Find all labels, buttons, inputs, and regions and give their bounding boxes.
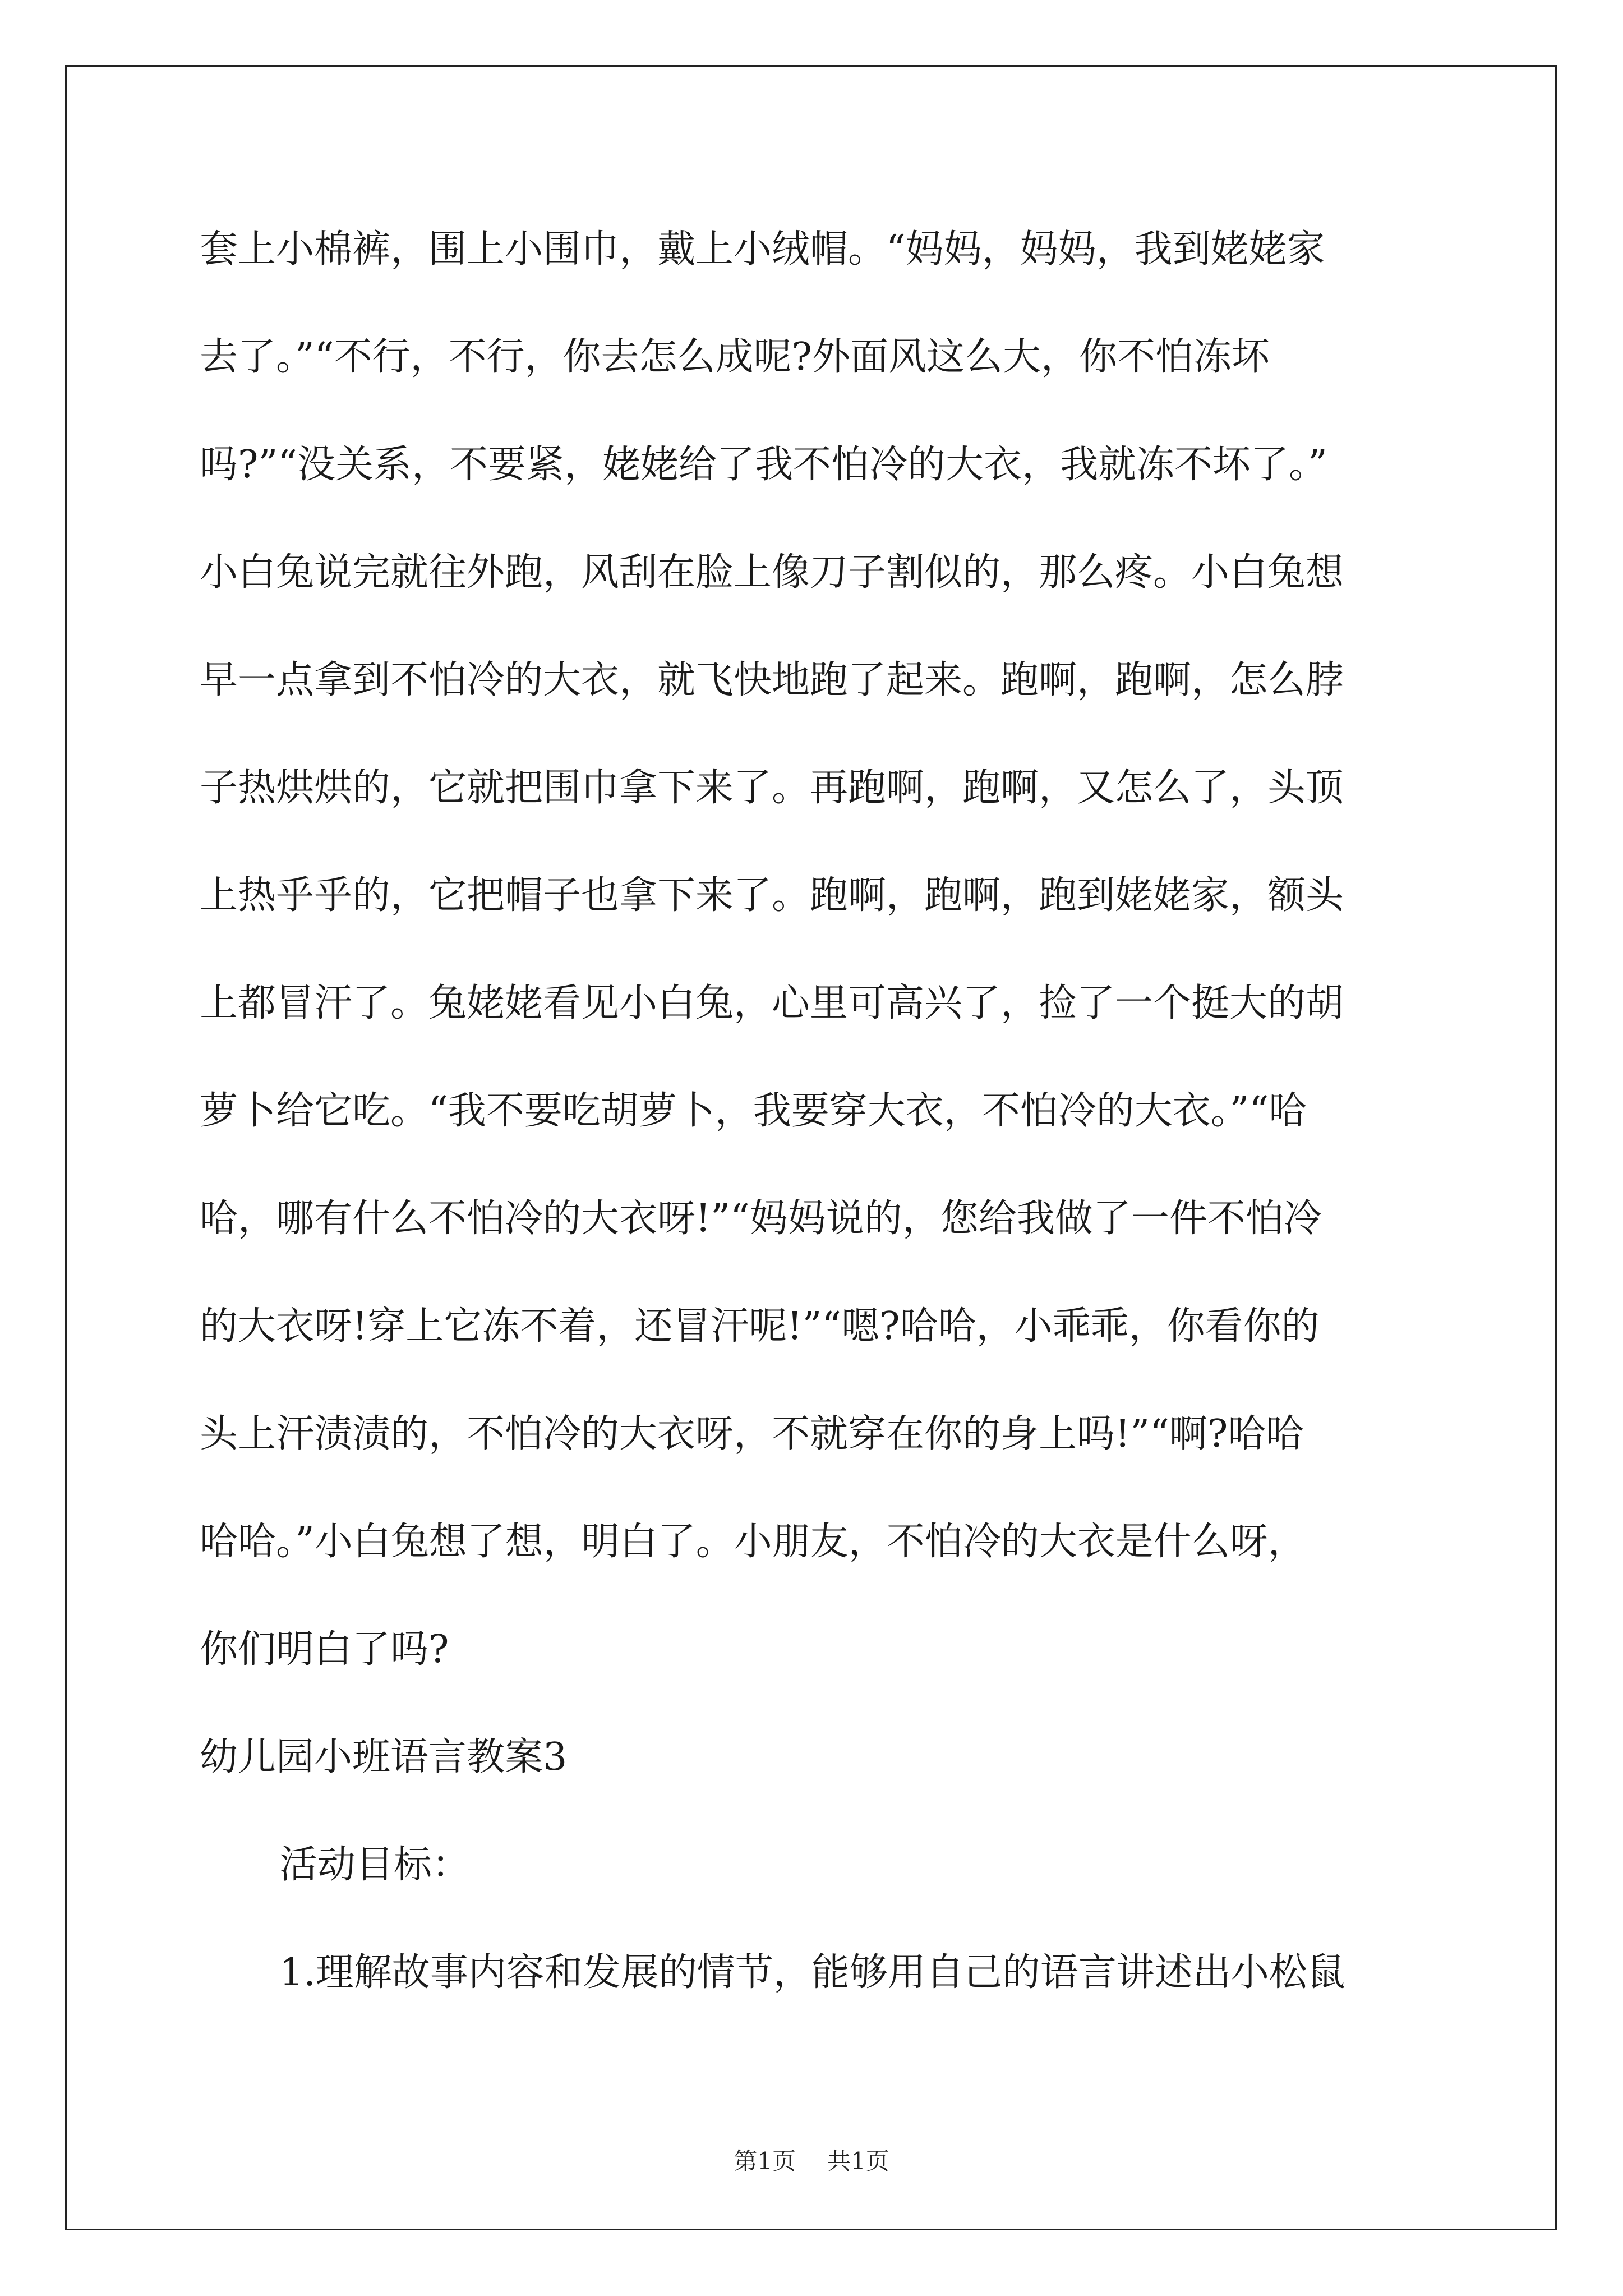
activity-goals-label: 活动目标： [279,1843,471,1887]
paragraph-line: 子热烘烘的，它就把围巾拿下来了。再跑啊，跑啊，又怎么了，头顶 [200,766,1344,810]
paragraph-line: 哈，哪有什么不怕冷的大衣呀!”“妈妈说的，您给我做了一件不怕冷 [200,1197,1322,1241]
paragraph-line: 上热乎乎的，它把帽子也拿下来了。跑啊，跑啊，跑到姥姥家，额头 [200,873,1344,918]
page-total: 共1页 [827,2147,889,2175]
paragraph-line: 哈哈。”小白兔想了想，明白了。小朋友，不怕冷的大衣是什么呀， [200,1520,1306,1564]
paragraph-line: 萝卜给它吃。“我不要吃胡萝卜，我要穿大衣，不怕冷的大衣。”“哈 [200,1089,1307,1133]
page-footer [0,2143,1623,2177]
paragraph-line: 头上汗渍渍的，不怕冷的大衣呀，不就穿在你的身上吗!”“啊?哈哈 [200,1412,1304,1456]
paragraph-line: 去了。”“不行，不行，你去怎么成呢?外面风这么大，你不怕冻坏 [200,335,1270,379]
paragraph-line: 的大衣呀!穿上它冻不着，还冒汗呢!”“嗯?哈哈，小乖乖，你看你的 [200,1304,1320,1349]
paragraph-line: 小白兔说完就往外跑，风刮在脸上像刀子割似的，那么疼。小白兔想 [200,550,1344,595]
paragraph-line: 套上小棉裤，围上小围巾，戴上小绒帽。“妈妈，妈妈，我到姥姥家 [200,227,1325,272]
paragraph-line: 吗?”“没关系，不要紧，姥姥给了我不怕冷的大衣，我就冻不坏了。” [200,443,1327,487]
paragraph-line: 上都冒汗了。兔姥姥看见小白兔，心里可高兴了，捡了一个挺大的胡 [200,981,1344,1025]
paragraph-line: 早一点拿到不怕冷的大衣，就飞快地跑了起来。跑啊，跑啊，怎么脖 [200,658,1344,702]
document-body [200,213,1428,2044]
page-number: 第1页 [734,2147,796,2175]
paragraph-line: 你们明白了吗? [200,1627,449,1672]
section-title: 幼儿园小班语言教案3 [200,1735,568,1779]
goal-item-1: 1.理解故事内容和发展的情节，能够用自己的语言讲述出小松鼠 [279,1950,1345,1995]
